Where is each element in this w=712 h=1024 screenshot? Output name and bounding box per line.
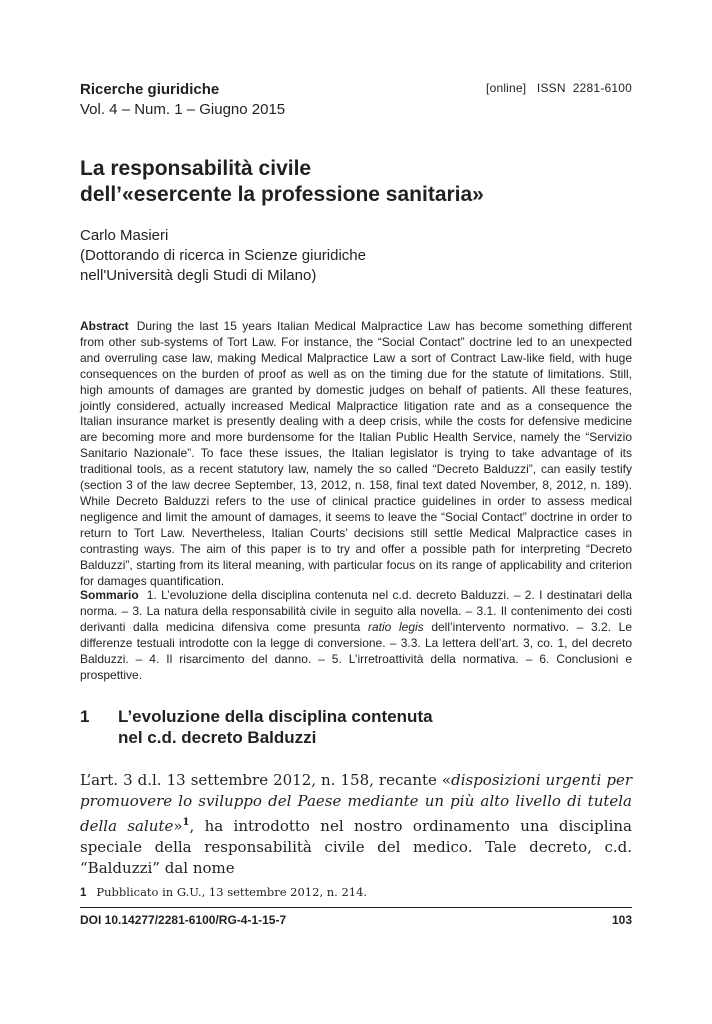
journal-name: Ricerche giuridiche <box>80 81 220 98</box>
footnote <box>80 885 367 899</box>
sommario-label: Sommario <box>80 588 139 602</box>
sommario-text-2: dell’intervento normativo. – 3.2. Le differenze testuali introdotte con la legge di conversione. – 3.3. La lettera dell’art. 3, co. 1, del decreto Balduzzi. – 4. Il risarcimento del danno. – 5. L’irretroattività della normativa. – 6. Conclusioni e prospettive. <box>80 619 632 682</box>
sommario-italic: ratio legis <box>368 619 424 634</box>
affiliation-line-1: (Dottorando di ricerca in Scienze giuridiche <box>80 247 366 264</box>
title-line-2: dell’«esercente la professione sanitaria» <box>80 183 484 206</box>
article-title <box>80 156 640 208</box>
body-italic-quote: disposizioni urgenti per promuovere lo sviluppo del Paese mediante un più alto livello di tutela della salute <box>80 771 632 835</box>
sommario-text-1: 1. L’evoluzione della disciplina contenuta nel c.d. decreto Balduzzi. – 2. I destinatari della norma. – 3. La natura della responsabilità civile in seguito alla novella. – 3.1. Il contenimento dei costi derivanti dalla medicina difensiva come presunta <box>80 588 632 634</box>
section-title-line-1: L’evoluzione della disciplina contenuta <box>118 707 433 726</box>
body-text-3: , ha introdotto nel nostro ordinamento una disciplina speciale della responsabilità civile del medico. Tale decreto, c.d. “Balduzzi” dal nome <box>80 817 632 877</box>
journal-issue: Vol. 4 – Num. 1 – Giugno 2015 <box>80 101 286 118</box>
title-line-1: La responsabilità civile <box>80 157 312 180</box>
author-name: Carlo Masieri <box>80 227 169 244</box>
issn-label: [online] ISSN 2281-6100 <box>486 81 632 95</box>
table-of-contents <box>80 588 632 683</box>
footnote-ref[interactable]: 1 <box>182 817 190 828</box>
footnote-number: 1 <box>80 887 87 899</box>
section-title-line-2: nel c.d. decreto Balduzzi <box>118 728 317 747</box>
affiliation-line-2: nell'Università degli Studi di Milano) <box>80 267 317 284</box>
section-number: 1 <box>80 707 90 726</box>
abstract <box>80 319 632 589</box>
body-text-1: L’art. 3 d.l. 13 settembre 2012, n. 158, recante « <box>80 771 452 789</box>
journal-header <box>80 80 285 120</box>
body-paragraph <box>80 770 632 879</box>
footnote-text: Pubblicato in G.U., 13 settembre 2012, n. 214. <box>96 885 368 899</box>
footer-divider <box>80 907 632 908</box>
body-text-2: » <box>173 817 183 835</box>
abstract-text: During the last 15 years Italian Medical Malpractice Law has become something different from other sub-systems of Tort Law. For instance, the “Social Contact” doctrine led to an unexpected and overruling case law, making Medical Malpractice Law a sort of Contract Law-like field, with huge consequences on the burden of proof as well as on the timing due for the statute of limitations. Still, high amounts of damages are granted by domestic judges on behalf of patients. All these features, jointly considered, actually increased Medical Malpractice litigation rate and as a consequence the Italian insurance market is presently dealing with a deep crisis, while the costs for defensive medicine are becoming more and more burdensome for the Italian Public Health Service, namely the “Servizio Sanitario Nazionale”. To face these issues, the Italian legislator is trying to take advantage of its traditional tools, as a recent statutory law, namely the so called “Decreto Balduzzi”, can easily testify (section 3 of the law decree September, 13, 2012, n. 158, final text dated November, 8, 2012, n. 189). While Decreto Balduzzi refers to the use of clinical practice guidelines in order to assess medical negligence and limit the amount of damages, it seems to leave the “Social Contact” doctrine in order to return to Tort Law. Nevertheless, Italian Courts’ decisions still settle Medical Malpractice cases in contrasting ways. The aim of this paper is to try and offer a possible path for interpreting “Decreto Balduzzi”, starting from its literal meaning, with particular focus on its range of applicability and criterion for damages quantification. <box>80 319 632 588</box>
author-block <box>80 226 366 286</box>
abstract-label: Abstract <box>80 319 129 333</box>
page-number: 103 <box>611 913 632 927</box>
doi-label[interactable]: DOI 10.14277/2281-6100/RG-4-1-15-7 <box>80 913 287 927</box>
section-title <box>118 706 618 748</box>
